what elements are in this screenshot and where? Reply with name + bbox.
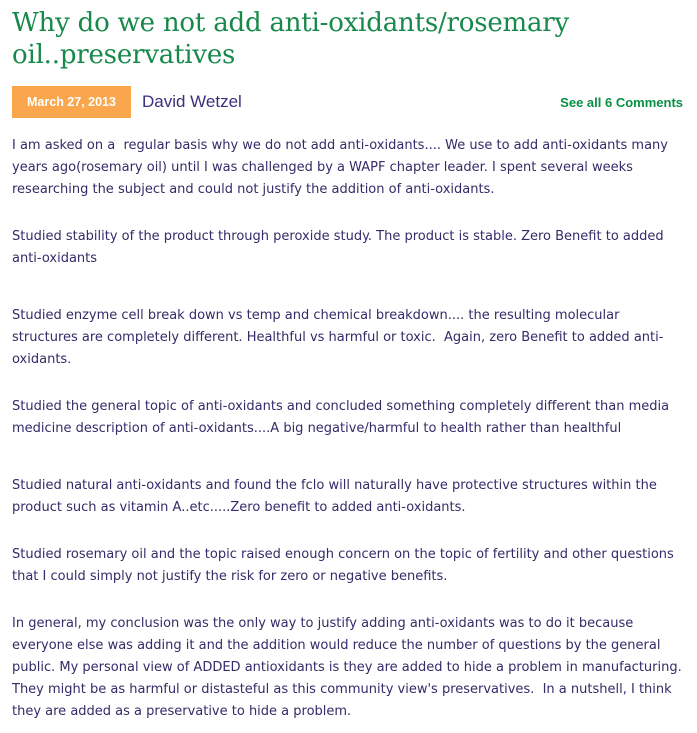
post-paragraph-2: Studied stability of the product through peroxide study. The product is stable. Zero Benefit to added anti-oxidants bbox=[12, 229, 668, 267]
post-paragraph-7: In general, my conclusion was the only way to justify adding anti-oxidants was to do it because everyone else was adding it and the addition would reduce the number of questions by the general public. My personal view of ADDED antioxidants is they are added to hide a problem in manufacturing. They might be as harmful or distasteful as this community view's preservatives. In a nutshell, I think they are added as a preservative to hide a problem. bbox=[12, 616, 686, 720]
post-paragraph-1: I am asked on a regular basis why we do not add anti-oxidants.... We use to add anti-oxidants many years ago(rosemary oil) until I was challenged by a WAPF chapter leader. I spent several weeks researching the subject and could not justify the addition of anti-oxidants. bbox=[12, 138, 673, 198]
post-author: David Wetzel bbox=[142, 92, 242, 112]
post-body bbox=[12, 135, 686, 723]
post-title: Why do we not add anti-oxidants/rosemary oil..preservatives bbox=[12, 8, 570, 70]
date-badge: March 27, 2013 bbox=[12, 86, 131, 118]
comments-link[interactable]: See all 6 Comments bbox=[560, 94, 683, 110]
post-paragraph-6: Studied rosemary oil and the topic raised enough concern on the topic of fertility and other questions that I could simply not justify the risk for zero or negative benefits. bbox=[12, 547, 678, 585]
post-paragraph-5: Studied natural anti-oxidants and found the fclo will naturally have protective structures within the product such as vitamin A..etc.....Zero benefit to added anti-oxidants. bbox=[12, 478, 661, 516]
post-paragraph-4: Studied the general topic of anti-oxidants and concluded something completely different than media medicine description of anti-oxidants....A big negative/harmful to health rather than healthful bbox=[12, 399, 674, 437]
byline-row bbox=[12, 86, 683, 118]
post-paragraph-3: Studied enzyme cell break down vs temp and chemical breakdown.... the resulting molecular structures are completely different. Healthful vs harmful or toxic. Again, zero Benefit to added anti-oxidants. bbox=[12, 308, 664, 368]
